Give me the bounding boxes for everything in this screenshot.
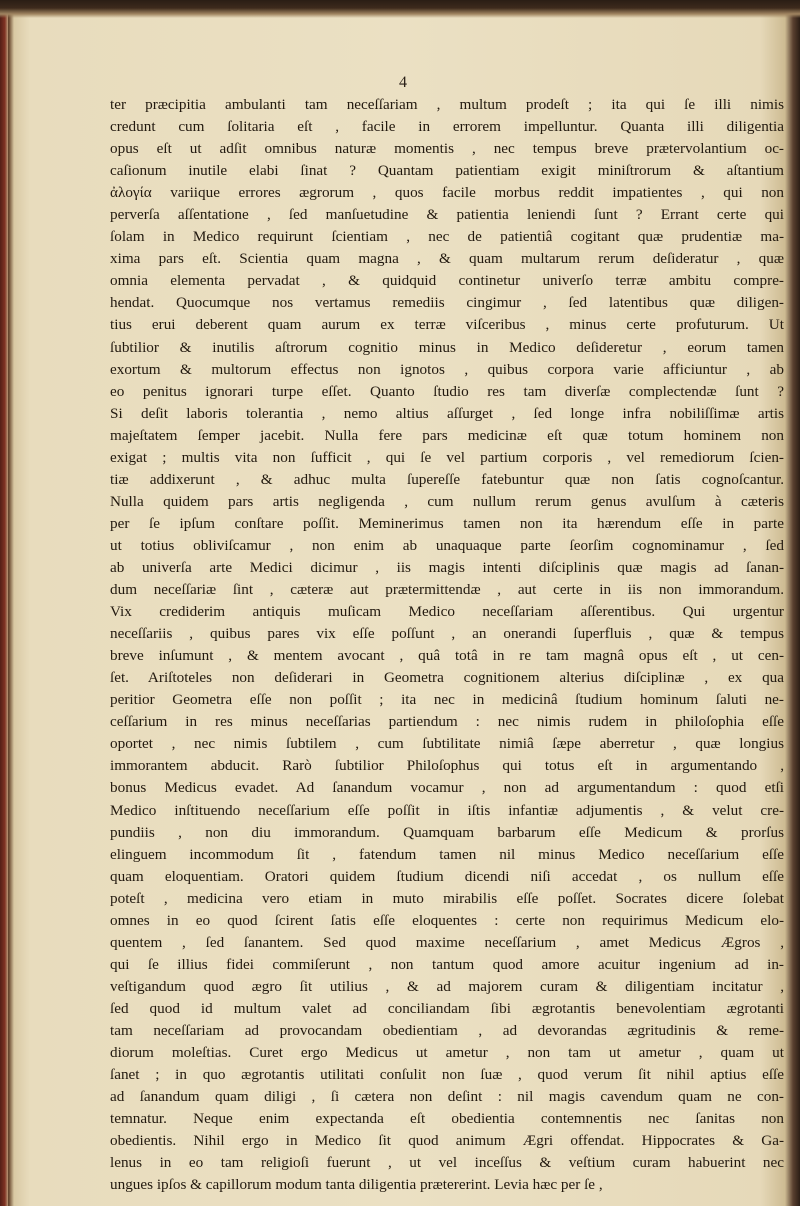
text-line: Si deſit laboris tolerantia , nemo altius aſſurget , ſed longe infra nobiliſſimæ artis [110, 404, 784, 422]
text-line: breve inſumunt , & mentem avocant , quâ totâ in re tam magnâ opus eſt , ut cen- [110, 647, 784, 665]
text-line: Nulla quidem pars artis negligenda , cum nullum rerum genus avulſum à cæteris [110, 492, 784, 510]
page-edge-left [0, 0, 8, 1206]
text-line: majeſtatem ſemper jacebit. Nulla fere pars medicinæ eſt quæ totum hominem non [110, 426, 784, 444]
text-line: temnatur. Neque enim expectanda eſt obedientia contemnentis nec ſanitas non [110, 1110, 784, 1128]
text-line: neceſſariis , quibus pares vix eſſe poſſunt , an onerandi ſuperfluis , quæ & tempus [110, 625, 784, 643]
text-line: ſubtilior & inutilis aſtrorum cognitio minus in Medico deſideretur , eorum tamen [110, 338, 784, 356]
text-line: exigat ; multis vita non ſufficit , qui ſe vel partium corporis , vel remediorum ſcien- [110, 448, 784, 466]
text-line: tiæ addixerunt , & adhuc multa ſupereſſe fatebuntur quæ non ſatis cognoſcantur. [110, 470, 784, 488]
text-line: ἀλογία variique errores ægrorum , quos facile morbus reddit impatientes , qui non [110, 184, 784, 202]
body-text [110, 94, 784, 1196]
text-line: omnes in eo quod ſcirent ſatis eſſe eloquentes : certe non requirimus Medicum elo- [110, 911, 784, 929]
text-line: dum neceſſariæ ſint , cæteræ aut prætermittendæ , aut certe in iis non immorandum. [110, 581, 784, 599]
text-line: veſtigandum quod ægro ſit utilius , & ad majorem curam & diligentiam incitatur , [110, 977, 784, 995]
text-line: ut totius obliviſcamur , non enim ab unaquaque parte ſeorſim cognominamur , ſed [110, 536, 784, 554]
text-line: qui ſe illius fidei commiſerunt , non tantum quod amore acuitur ingenium ad in- [110, 955, 784, 973]
text-line: ſolam in Medico requirunt ſcientiam , nec de patientiâ cogitant quæ prudentiæ ma- [110, 228, 784, 246]
text-line: quentem , ſed ſanantem. Sed quod maxime neceſſarium , amet Medicus Ægros , [110, 933, 784, 951]
text-line: ter præcipitia ambulanti tam neceſſariam , multum prodeſt ; ita qui ſe illi nimis [110, 96, 784, 113]
text-line: tius erui deberent quam aurum ex terræ viſceribus , minus certe profuturum. Ut [110, 316, 784, 334]
text-line: tam neceſſariam ad provocandam obedientiam , ad devorandas ægritudinis & reme- [110, 1021, 784, 1039]
text-line: quam eloquentiam. Oratori quidem ſtudium dicendi niſi accedat , os nullum eſſe [110, 867, 784, 885]
text-line: opus eſt ut adſit omnibus naturæ momentis , nec tempus breve prætervolantium oc- [110, 140, 784, 158]
text-line: exortum & multorum effectus non ignotos , quibus corpora varie afficiuntur , ab [110, 360, 784, 378]
text-line: immorantem abducit. Rarò ſubtilior Philoſophus qui totus eſt in argumentando , [110, 757, 784, 775]
text-line: lenus in eo tam religioſi fuerunt , ut vel inceſſus & veſtium curam habuerint nec [110, 1154, 784, 1172]
text-line: xima pars eſt. Scientia quam magna , & quam multarum rerum deſideratur , quæ [110, 250, 784, 268]
text-line: ab univerſa arte Medici dicimur , iis magis intenti diſciplinis quæ magis ad ſanan- [110, 558, 784, 576]
page-number: 4 [399, 74, 407, 91]
text-line: Vix crediderim antiquis muſicam Medico neceſſariam aſſerentibus. Qui urgentur [110, 603, 784, 621]
text-line: perverſa aſſentatione , ſed manſuetudine & patientia leniendi ſunt ? Errant certe qui [110, 206, 784, 224]
text-line: ad ſanandum quam diligi , ſi cætera non deſint : nil magis cavendum quam ne con- [110, 1088, 784, 1106]
text-line: ceſſarium in res minus neceſſarias partiendum : nec nimis rudem in philoſophia eſſe [110, 713, 784, 731]
text-line: Medico inſtituendo neceſſarium eſſe poſſit in iſtis infantiæ adjumentis , & velut cre- [110, 801, 784, 819]
text-line: caſionum inutile elabi ſinat ? Quantam patientiam exigit miniſtrorum & aſtantium [110, 162, 784, 180]
text-line: per ſe ipſum conſtare poſſit. Meminerimus tamen non ita hærendum eſſe in parte [110, 514, 784, 532]
text-line: oportet , nec nimis ſubtilem , cum ſubtilitate nimiâ ſæpe aberretur , quæ longius [110, 735, 784, 753]
text-line: elinguem incommodum ſit , fatendum tamen nil minus Medico neceſſarium eſſe [110, 845, 784, 863]
text-line: diorum moleſtias. Curet ergo Medicus ut ametur , non tam ut ametur , quam ut [110, 1044, 784, 1062]
text-line: hendat. Quocumque nos vertamus remediis cingimur , ſed latentibus quæ diligen- [110, 294, 784, 312]
text-line: ungues ipſos & capillorum modum tanta diligentia prætererint. Levia hæc per ſe , [110, 1176, 603, 1194]
text-line: peritior Geometra eſſe non poſſit ; ita nec in medicinâ ſtudium hominum ſaluti ne- [110, 691, 784, 709]
text-line: ſanet ; in quo ægrotantis utilitati conſulit non ſuæ , quod verum ſit nihil aptius eſſe [110, 1066, 784, 1084]
text-line: ſet. Ariſtoteles non deſiderari in Geometra cognitionem alterius diſciplinæ , ex qua [110, 669, 784, 687]
text-line: ſed quod id multum valet ad conciliandam ſibi ægrotantis benevolentiam ægrotanti [110, 999, 784, 1017]
text-line: pundiis , non diu immorandum. Quamquam barbarum eſſe Medicum & prorſus [110, 823, 784, 841]
text-line: bonus Medicus evadet. Ad ſanandum vocamur , non ad argumentandum : quod etſi [110, 779, 784, 797]
text-line: credunt cum ſolitaria eſt , facile in errorem impelluntur. Quanta illi diligentia [110, 118, 784, 136]
text-line: omnia elementa pervadat , & quidquid continetur univerſo terræ ambitu compre- [110, 272, 784, 290]
printed-page [18, 16, 788, 1202]
text-line: poteſt , medicina vero etiam in muto mirabilis eſſe poſſet. Socrates dicere ſolebat [110, 889, 784, 907]
text-line: obedientis. Nihil ergo in Medico ſit quod animum Ægri offendat. Hippocrates & Ga- [110, 1132, 784, 1150]
text-line: eo penitus ignorari turpe eſſet. Quanto ſtudio res tam diverſæ complectendæ ſunt ? [110, 382, 784, 400]
